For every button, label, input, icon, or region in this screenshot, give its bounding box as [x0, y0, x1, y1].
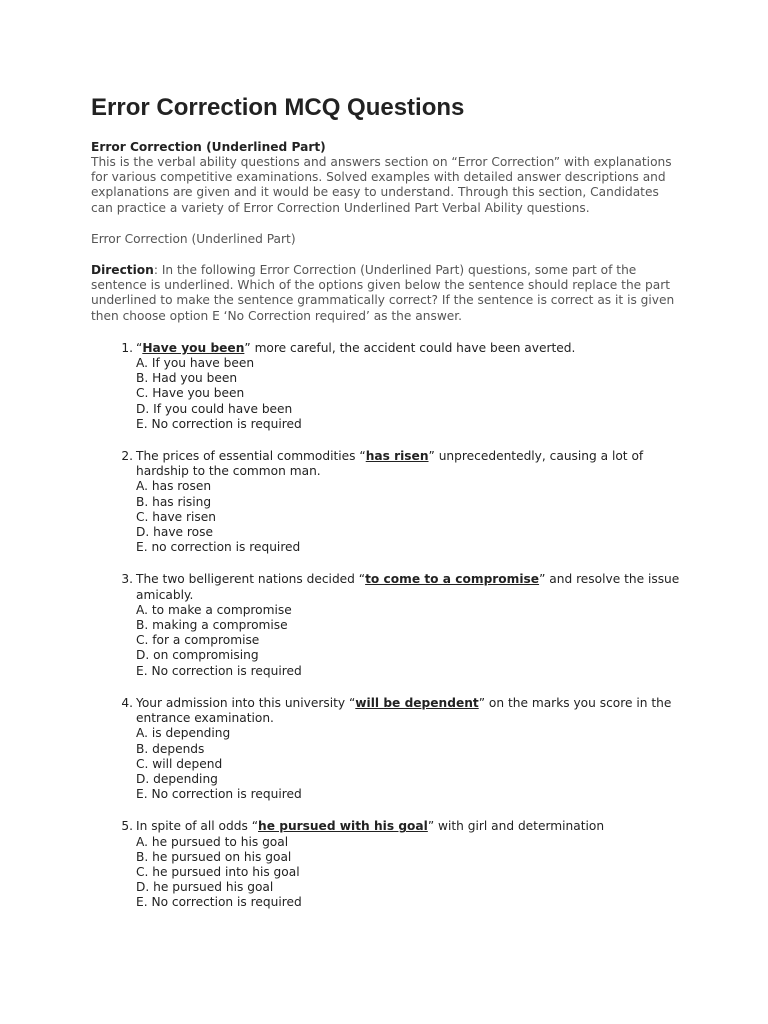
underlined-part: has risen	[365, 449, 429, 464]
stem-post: ” with girl and determination	[427, 819, 605, 834]
question-item	[121, 819, 681, 910]
option-c: C. he pursued into his goal	[136, 864, 300, 879]
stem-post: ” and resolve the issue amicably.	[136, 572, 680, 602]
stem-post: ” unprecedentedly, causing a lot of hardship to the common man.	[136, 449, 644, 479]
option-e: E. No correction is required	[136, 787, 302, 802]
question-stem	[136, 819, 604, 833]
document-page	[91, 93, 681, 928]
option-b: B. he pursued on his goal	[136, 849, 292, 864]
option-d: D. on compromising	[136, 648, 259, 663]
direction-label: Direction	[91, 263, 154, 278]
underlined-part: Have you been	[142, 340, 245, 355]
option-b: B. depends	[136, 741, 205, 756]
stem-pre: “	[136, 340, 143, 355]
question-item	[121, 340, 681, 432]
question-item	[121, 449, 681, 555]
stem-pre: Your admission into this university “	[136, 695, 356, 710]
option-c: C. Have you been	[136, 386, 245, 401]
page-title: Error Correction MCQ Questions	[91, 94, 465, 121]
stem-post: ” on the marks you score in the entrance examination.	[136, 695, 672, 726]
option-b: B. making a compromise	[136, 618, 288, 633]
stem-post: ” more careful, the accident could have been averted.	[244, 340, 576, 355]
option-e: E. No correction is required	[136, 663, 302, 678]
underlined-part: he pursued with his goal	[258, 819, 428, 834]
intro-paragraph: This is the verbal ability questions and answers section on “Error Correction” with explanations for various competitive examinations. Solved examples with detailed answer descriptions and explanations are given and it would be easy to understand. Through this section, Candidates can practice a variety of Error Correction Underlined Part Verbal Ability questions.	[91, 155, 672, 215]
option-c: C. have risen	[136, 509, 217, 524]
option-e: E. no correction is required	[136, 540, 301, 555]
option-d: D. If you could have been	[136, 401, 293, 416]
question-item	[121, 572, 681, 678]
option-a: A. to make a compromise	[136, 602, 292, 617]
question-number: 5.	[121, 819, 133, 834]
stem-pre: The two belligerent nations decided “	[136, 572, 366, 587]
option-c: C. will depend	[136, 756, 223, 771]
option-d: D. he pursued his goal	[136, 880, 274, 895]
option-d: D. have rose	[136, 525, 213, 540]
question-number: 2.	[121, 449, 133, 464]
section-subtitle: Error Correction (Underlined Part)	[91, 140, 326, 154]
question-stem	[136, 572, 679, 601]
direction-paragraph	[91, 263, 681, 324]
question-number: 4.	[121, 695, 133, 710]
underlined-part: to come to a compromise	[365, 572, 540, 587]
underlined-part: will be dependent	[355, 695, 479, 710]
question-number: 3.	[121, 572, 133, 587]
question-stem	[136, 449, 643, 478]
option-a: A. he pursued to his goal	[136, 834, 289, 849]
option-e: E. No correction is required	[136, 895, 302, 910]
option-b: B. has rising	[136, 494, 212, 509]
option-a: A. is depending	[136, 726, 231, 741]
section-label: Error Correction (Underlined Part)	[91, 231, 296, 246]
question-stem	[136, 341, 575, 355]
option-d: D. depending	[136, 771, 218, 786]
question-number: 1.	[121, 340, 133, 355]
option-a: A. has rosen	[136, 479, 212, 494]
option-a: A. If you have been	[136, 356, 255, 371]
question-item	[121, 695, 681, 802]
option-c: C. for a compromise	[136, 633, 260, 648]
question-stem	[136, 696, 671, 725]
question-list	[91, 341, 681, 911]
option-b: B. Had you been	[136, 371, 238, 386]
option-e: E. No correction is required	[136, 416, 302, 431]
stem-pre: The prices of essential commodities “	[136, 449, 366, 464]
stem-pre: In spite of all odds “	[136, 819, 259, 834]
direction-text: : In the following Error Correction (Underlined Part) questions, some part of the sentence is underlined. Which of the options given below the sentence should replace the part underlined to make the sentence grammatically correct? If the sentence is correct as it is given then choose option E ‘No Correction required’ as the answer.	[91, 263, 675, 323]
